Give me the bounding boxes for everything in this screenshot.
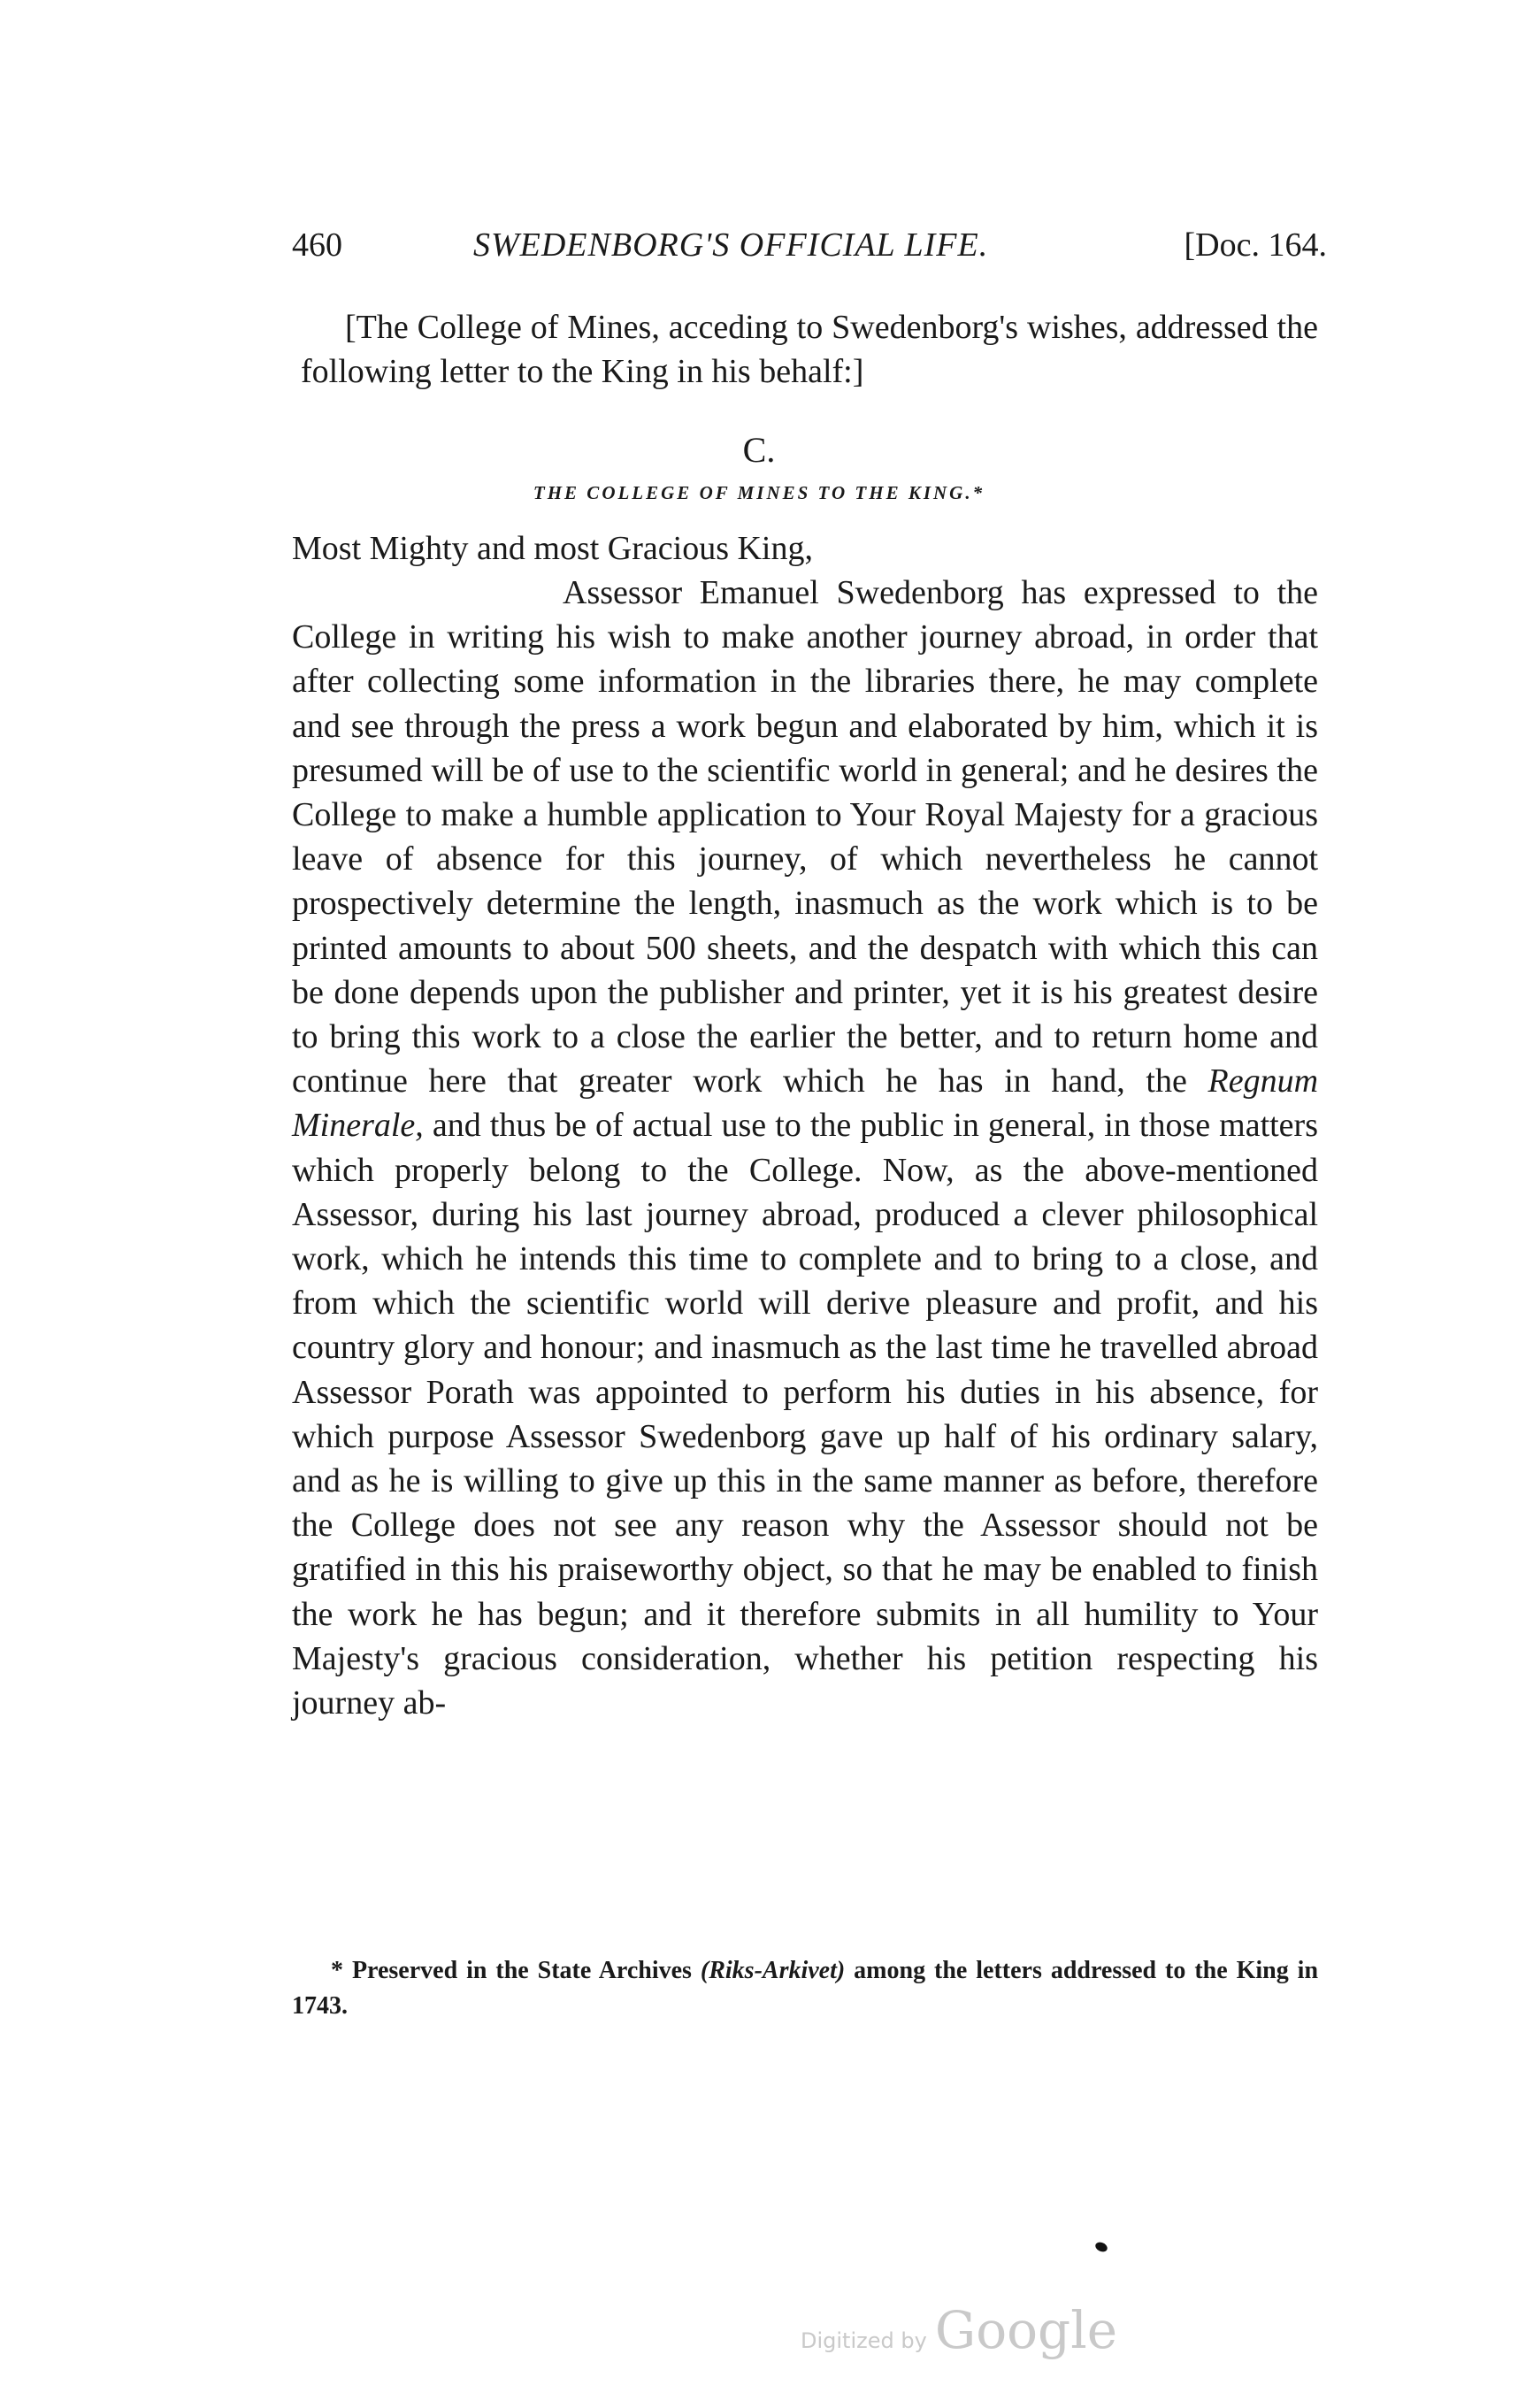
page-number: 460 (292, 226, 342, 264)
work-title: Regnum Minerale, (292, 1062, 1319, 1145)
watermark-prefix: Digitized by (801, 2328, 927, 2353)
footnote-text-after: among the letters addressed to the King in 1743. (292, 1957, 1319, 2020)
ink-speck (1094, 2241, 1109, 2254)
section-letter: C. (742, 430, 776, 470)
letter-body-part-2: and thus be of actual use to the public in general, in those matters which properly belong to the College. Now, as the above-mentioned Assessor, during his last journey abroad, produced a clever philosophical work, which he intends this time to complete and to bring to a close, and from which the scientific world will derive pleasure and profit, and his country glory and honour; and inasmuch as the last time he travelled abroad Assessor Porath was appointed to perform his duties in his absence, for which purpose Assessor Swedenborg gave up half of his ordinary salary, and as he is willing to give up this in the same manner as before, therefore the College does not see any reason why the Assessor should not be gratified in this his praiseworthy object, so that he may be enabled to finish the work he has begun; and it therefore submits in all humility to Your Majesty's gracious consideration, whether his petition respecting his journey ab- (292, 1107, 1318, 1722)
page-header (292, 226, 1327, 279)
running-title: SWEDENBORG'S OFFICIAL LIFE. (473, 226, 989, 264)
digitization-watermark (801, 2300, 1117, 2360)
letter-body (292, 571, 1318, 1725)
footnote-text-before: * Preserved in the State Archives (331, 1957, 692, 1984)
introductory-note: [The College of Mines, acceding to Swedenborg's wishes, addressed the following letter to the King in his behalf:] (301, 309, 1318, 390)
document-reference: [Doc. 164. (1184, 226, 1327, 264)
footnote-archive-name: (Riks-Arkivet) (700, 1957, 846, 1984)
footnote (292, 1953, 1318, 2024)
section-title: THE COLLEGE OF MINES TO THE KING.* (533, 482, 985, 503)
watermark-brand-logo: Google (934, 2300, 1118, 2360)
letter-body-part-1: Assessor Emanuel Swedenborg has expressed to the College in writing his wish to make another journey abroad, in order that after collecting some information in the libraries there, he may complete and see through the press a work begun and elaborated by him, which it is presumed will be of use to the scientific world in general; and he desires the College to make a humble application to Your Royal Majesty for a gracious leave of absence for this journey, of which nevertheless he cannot prospectively determine the length, inasmuch as the work which is to be printed amounts to about 500 sheets, and the despatch with which this can be done depends upon the publisher and printer, yet it is his greatest desire to bring this work to a close the earlier the better, and to return home and continue here that greater work which he has in hand, the (292, 574, 1318, 1100)
salutation: Most Mighty and most Gracious King, (292, 530, 813, 567)
